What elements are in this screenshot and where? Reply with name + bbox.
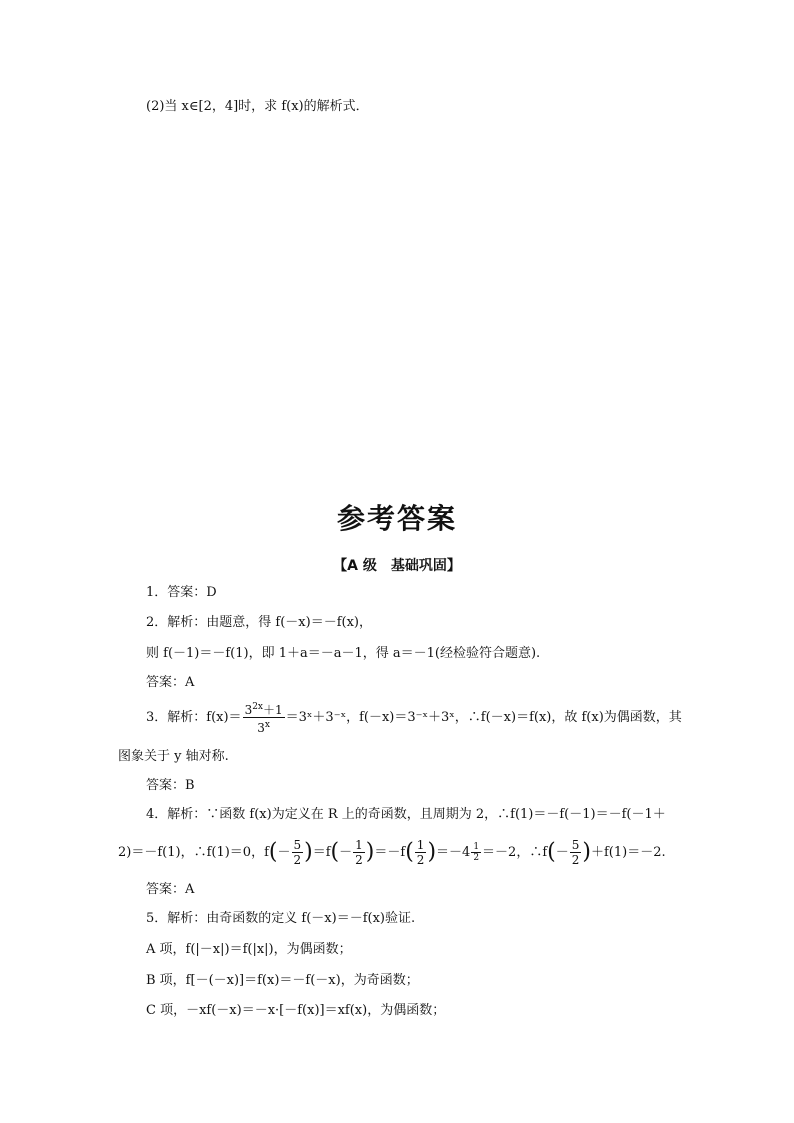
answer-4-seg-4: －: [339, 845, 353, 860]
answer-4-seg-9: ＋f(1)＝－2.: [590, 845, 666, 860]
answer-5-line-1: 5．解析：由奇函数的定义 f(－x)＝－f(x)验证.: [146, 911, 416, 926]
answer-1: 1．答案：D: [146, 585, 217, 600]
left-paren-icon: (: [268, 839, 278, 865]
answer-3-num-rest: ＋1: [263, 703, 283, 717]
answer-4-seg-8: －: [555, 845, 569, 860]
answer-3-num-exp: 2x: [252, 702, 264, 712]
answer-3-line-2: 图象关于 y 轴对称.: [118, 749, 229, 764]
answer-5-item-a: A 项，f(|－x|)＝f(|x|)，为偶函数；: [146, 942, 352, 957]
answer-3-num-base: 3: [244, 703, 253, 717]
answer-2-line-1: 2．解析：由题意，得 f(－x)＝－f(x)，: [146, 615, 372, 630]
fraction-5-2: $\frac{5}{2}$: [571, 838, 580, 867]
right-paren-icon: ): [582, 839, 591, 865]
answer-4-seg-1: 2)＝－f(1)，∴f(1)＝0，f: [118, 845, 269, 860]
fraction-1-2: $\frac{1}{2}$: [355, 838, 363, 867]
answer-3-fraction: [243, 700, 285, 735]
answer-3-prefix: 3．解析：f(x)＝: [146, 710, 242, 725]
answer-3-result: 答案：B: [146, 778, 195, 793]
fraction-5-2: $\frac{5}{2}$: [293, 838, 302, 867]
answer-4-seg-3: ＝f: [312, 845, 331, 860]
answer-4-seg-7: ＝－2，∴f: [482, 845, 548, 860]
answer-3-den-exp: x: [264, 720, 270, 730]
exponent-fraction-1-2: $\frac{1}{2}$: [473, 842, 480, 863]
answer-5-item-c: C 项，－xf(－x)＝－x·[－f(x)]＝xf(x)，为偶函数；: [146, 1003, 446, 1018]
left-paren-icon: (: [330, 839, 340, 865]
answer-2-result: 答案：A: [146, 675, 195, 690]
answer-2-line-2: 则 f(－1)＝－f(1)，即 1＋a＝－a－1，得 a＝－1(经检验符合题意).: [146, 646, 541, 661]
answer-4-line-2: [118, 836, 666, 870]
left-paren-icon: (: [547, 839, 556, 865]
right-paren-icon: ): [427, 839, 437, 865]
answer-4-seg-6: ＝－4: [436, 845, 471, 860]
right-paren-icon: ): [304, 839, 313, 865]
left-paren-icon: (: [405, 839, 414, 865]
answer-3-den-base: 3: [257, 721, 265, 735]
answer-3-rest: ＝3ˣ＋3⁻ˣ，f(－x)＝3⁻ˣ＋3ˣ，∴f(－x)＝f(x)，故 f(x)为偶函数，其: [285, 710, 682, 725]
section-heading: 【A 级 基础巩固】: [333, 558, 461, 574]
right-paren-icon: ): [365, 839, 375, 865]
answer-5-item-b: B 项，f[－(－x)]＝f(x)＝－f(－x)，为奇函数；: [146, 973, 419, 988]
fraction-1-2: $\frac{1}{2}$: [416, 838, 425, 867]
answer-4-result: 答案：A: [146, 882, 195, 897]
answer-3-line-1: [146, 700, 682, 735]
answers-title: 参考答案: [336, 502, 457, 535]
question-2: (2)当 x∈[2，4]时，求 f(x)的解析式．: [146, 99, 369, 114]
answer-4-seg-2: －: [277, 845, 291, 860]
answer-4-seg-5: ＝－f: [374, 845, 406, 860]
answer-4-line-1: 4．解析：∵函数 f(x)为定义在 R 上的奇函数，且周期为 2，∴f(1)＝－f(－1)＝－f(－1＋: [146, 807, 666, 822]
